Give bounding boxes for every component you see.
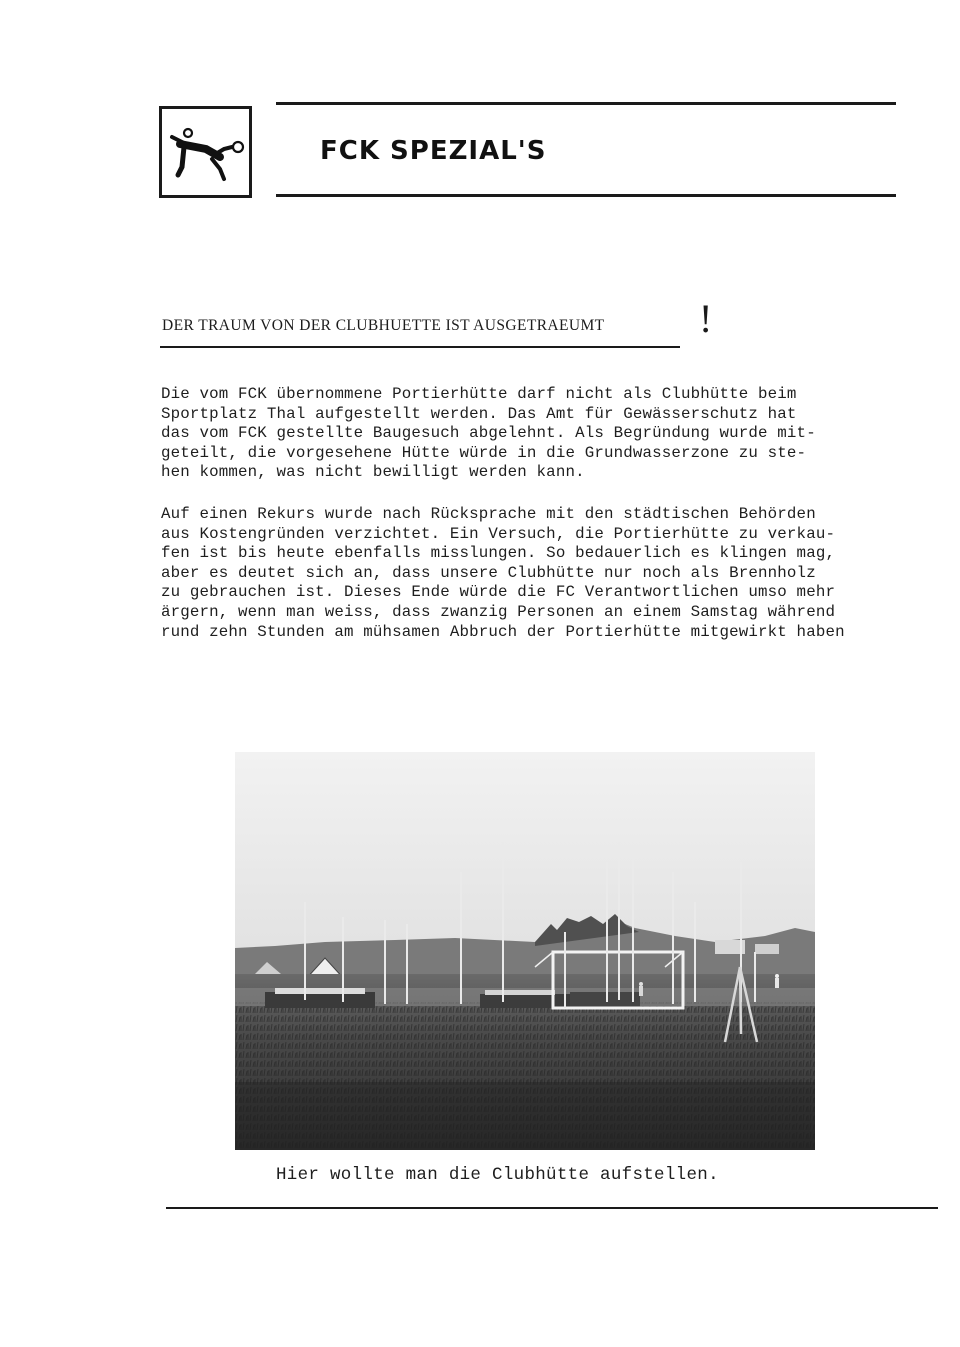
paragraph-1 [161,385,816,483]
paragraph-2 [161,505,845,642]
sports-field-photo [235,752,815,1150]
text-line: geteilt, die vorgesehene Hütte würde in die Grundwasserzone zu ste- [161,443,807,462]
footer-rule [166,1207,938,1209]
text-line: zu gebrauchen ist. Dieses Ende würde die FC Verantwortlichen umso mehr [161,583,836,602]
text-line: hen kommen, was nicht bewilligt werden kann. [161,463,585,482]
text-line: Auf einen Rekurs wurde nach Rücksprache mit den städtischen Behörden [161,505,816,523]
header-bottom-rule [276,194,896,197]
heading-underline [160,346,680,348]
text-line: ärgern, wenn man weiss, dass zwanzig Personen an einem Samstag während [161,602,836,621]
header-top-rule [276,102,896,105]
photo-caption: Hier wollte man die Clubhütte aufstellen. [276,1165,719,1185]
page-title: FCK SPEZIAL'S [320,136,547,166]
article-heading: DER TRAUM VON DER CLUBHUETTE IST AUSGETRAEUMT [162,317,605,334]
footballer-kick-icon [162,109,249,195]
text-line: Die vom FCK übernommene Portierhütte darf nicht als Clubhütte beim [161,385,797,403]
text-line: rund zehn Stunden am mühsamen Abbruch der Portierhütte mitgewirkt haben [161,622,845,641]
logo-box [159,106,252,198]
heading-exclamation-mark: ! [699,296,713,341]
text-line: aber es deutet sich an, dass unsere Clubhütte nur noch als Brennholz [161,563,816,582]
text-line: fen ist bis heute ebenfalls misslungen. So bedauerlich es klingen mag, [161,544,836,563]
text-line: Sportplatz Thal aufgestellt werden. Das Amt für Gewässerschutz hat [161,404,797,423]
text-line: aus Kostengründen verzichtet. Ein Versuch, die Portierhütte zu verkau- [161,524,836,543]
text-line: das vom FCK gestellte Baugesuch abgelehnt. Als Begründung wurde mit- [161,424,816,443]
